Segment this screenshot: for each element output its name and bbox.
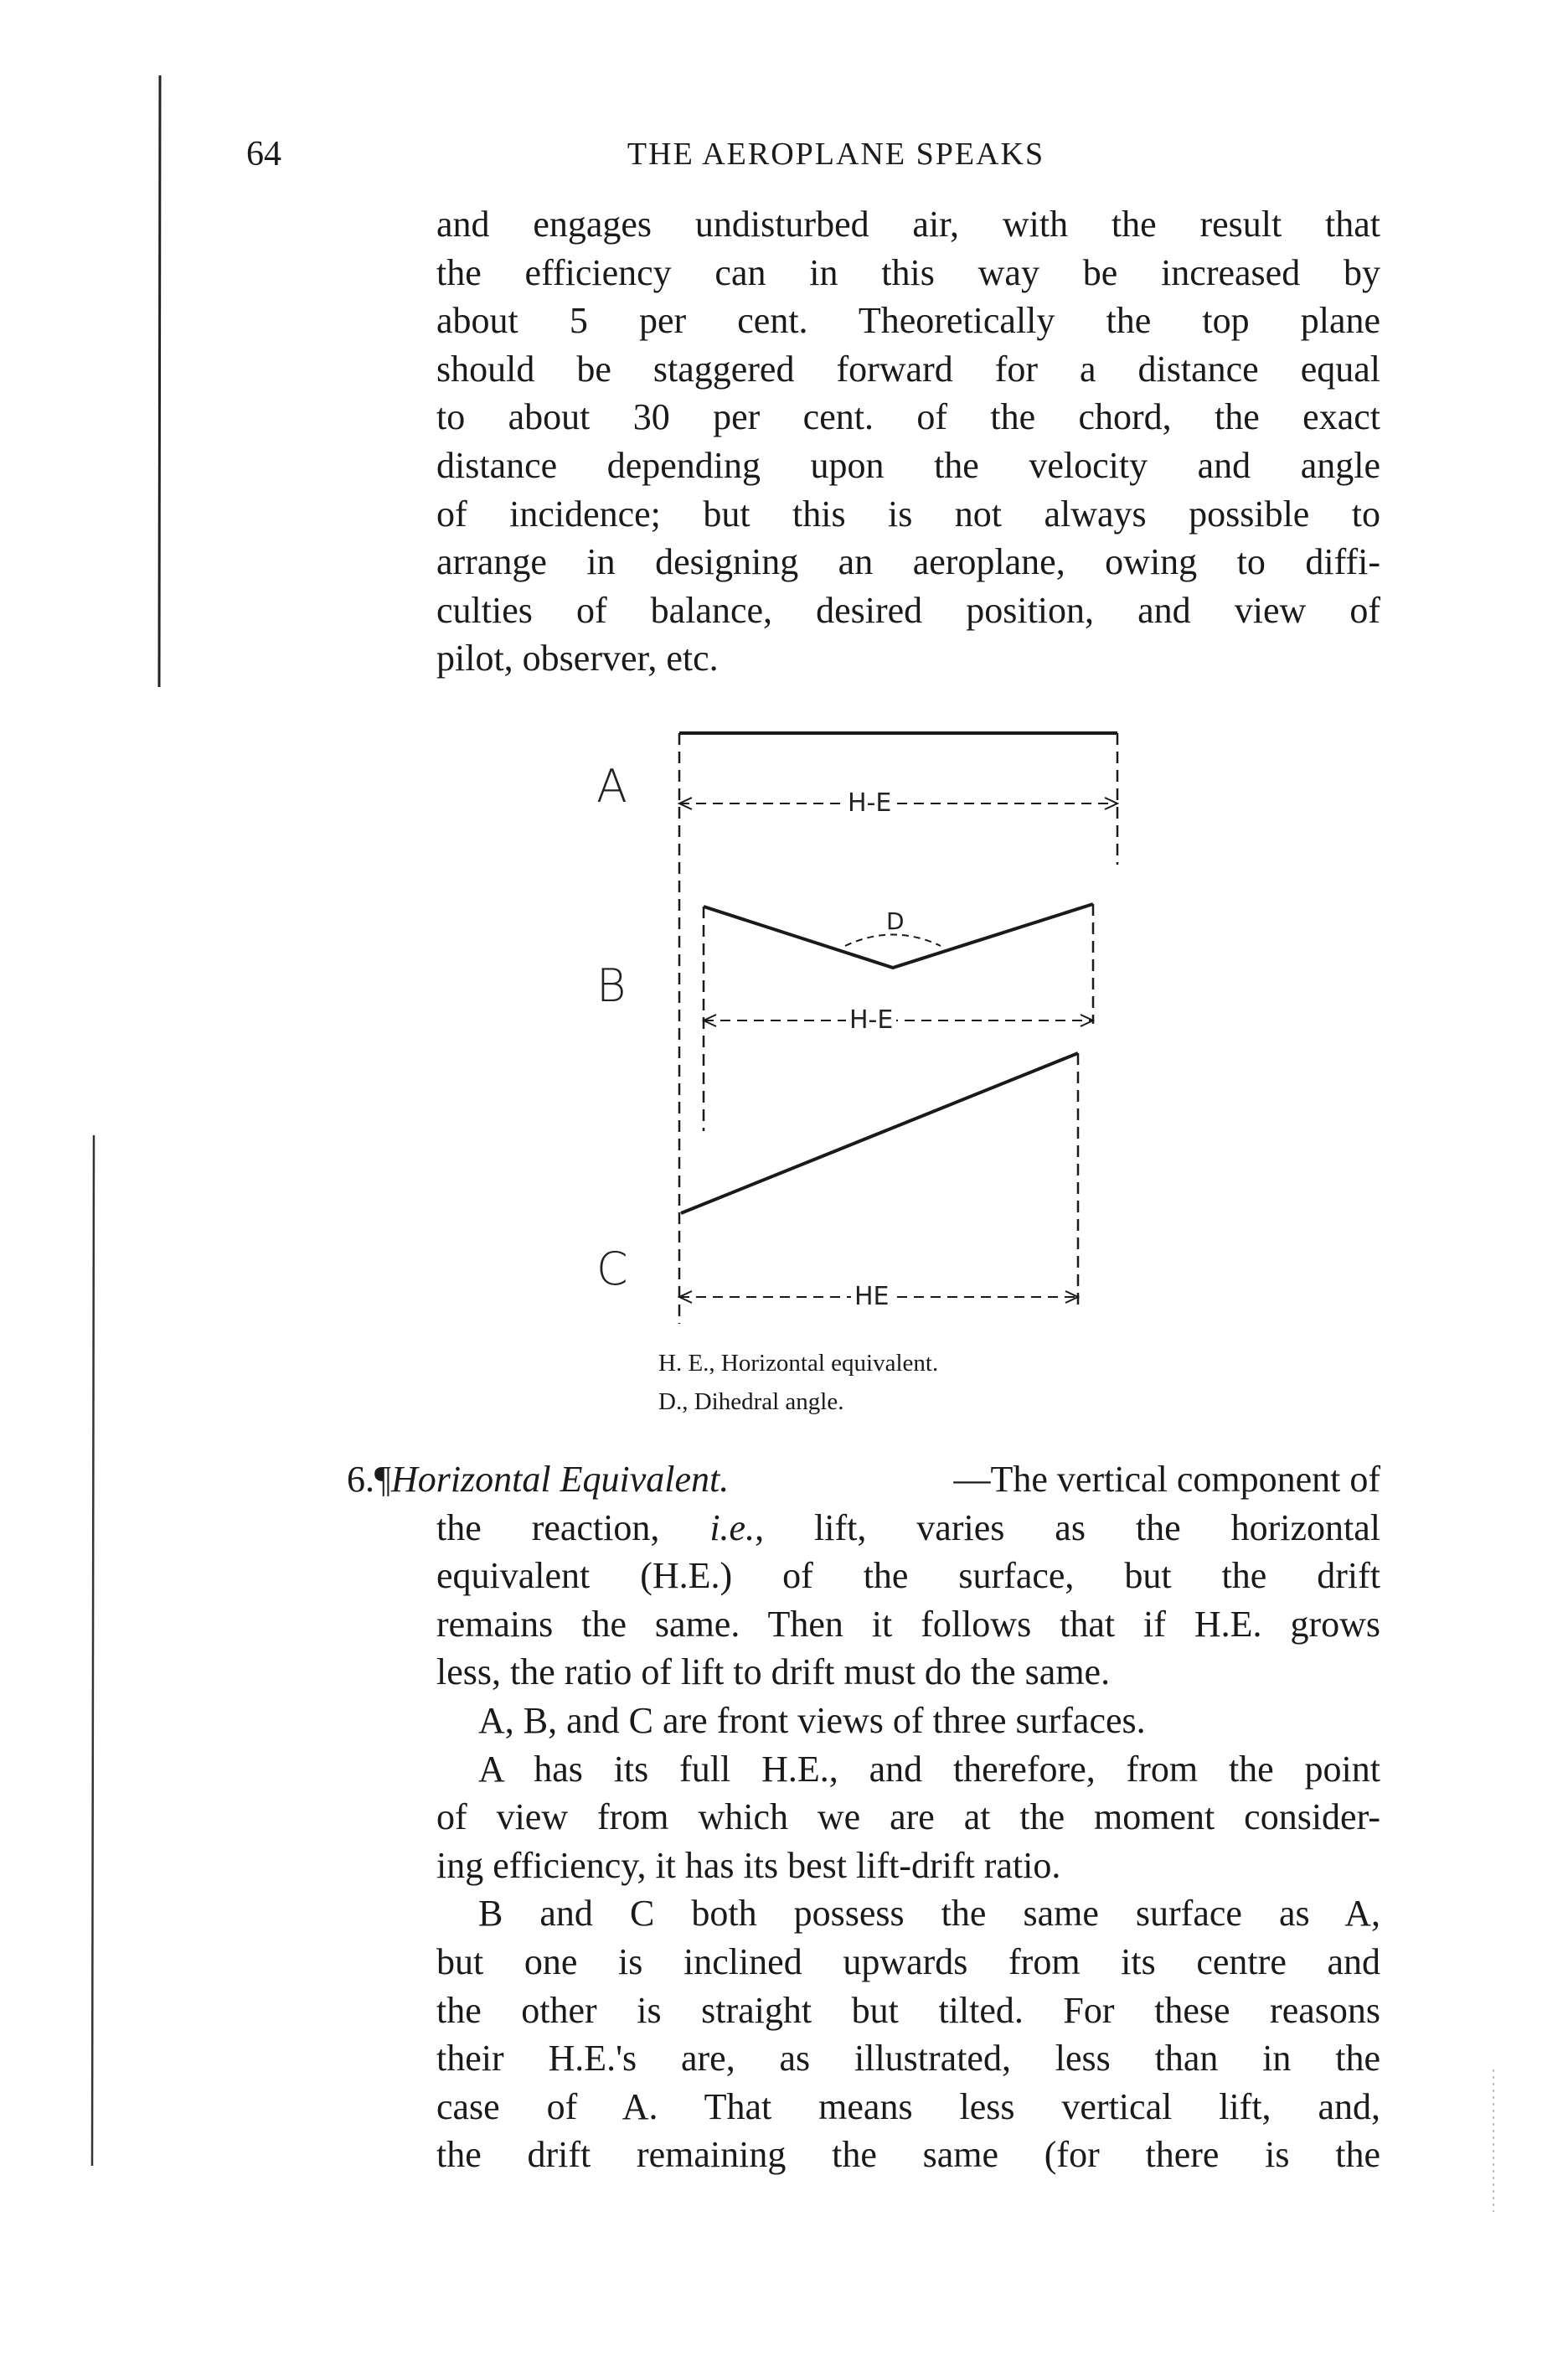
text-line: their H.E.'s are, as illustrated, less than in the [436, 2038, 1380, 2080]
text-line: distance depending upon the velocity and angle [436, 444, 1380, 486]
text-line: should be staggered forward for a distance equal [436, 348, 1380, 390]
text-line: equivalent (H.E.) of the surface, but the drift [436, 1555, 1380, 1597]
text-line: arrange in designing an aeroplane, owing to diffi- [436, 541, 1380, 583]
text-segment: —The vertical component of [953, 1459, 1380, 1500]
text-line: case of A. That means less vertical lift, and, [436, 2085, 1380, 2127]
figure-label-c: C [596, 1243, 628, 1295]
figure-caption-d: D., Dihedral angle. [658, 1388, 844, 1415]
text-line: remains the same. Then it follows that if H.E. grows [436, 1603, 1380, 1645]
text-line [436, 1504, 1380, 1553]
page-number: 64 [246, 135, 281, 173]
text-line: less, the ratio of lift to drift must do the same. [436, 1651, 1111, 1693]
section-heading-line [347, 1455, 1380, 1504]
text-segment: , lift, varies as the horizontal [755, 1506, 1380, 1548]
section-horizontal-equivalent [347, 1455, 1380, 2179]
text-line: and engages undisturbed air, with the result that [436, 204, 1380, 245]
text-line: A has its full H.E., and therefore, from the point [478, 1748, 1380, 1790]
text-line: about 5 per cent. Theoretically the top plane [436, 300, 1380, 342]
italic-segment: i.e. [709, 1506, 756, 1548]
text-line: but one is inclined upwards from its centre and [436, 1940, 1380, 1982]
running-title: THE AEROPLANE SPEAKS [627, 137, 1045, 172]
figure-caption-he: H. E., Horizontal equivalent. [658, 1350, 939, 1377]
text-line: B and C both possess the same surface as A, [478, 1893, 1380, 1935]
text-line: of incidence; but this is not always possible to [436, 493, 1380, 535]
text-segment: the reaction, [436, 1506, 710, 1548]
he-label-a: H-E [844, 791, 895, 816]
text-line: ing efficiency, it has its best lift-drift ratio. [436, 1844, 1061, 1886]
text-line: A, B, and C are front views of three surfaces. [478, 1699, 1146, 1741]
surface-c [681, 1053, 1078, 1213]
text-line: the efficiency can in this way be increased by [436, 251, 1380, 293]
text-line: culties of balance, desired position, and view of [436, 589, 1380, 631]
text-line: the drift remaining the same (for there is the [436, 2134, 1380, 2176]
dihedral-label-d: D [886, 907, 905, 935]
text-line: the other is straight but tilted. For these reasons [436, 1989, 1380, 2031]
section-number: 6.¶ [347, 1459, 391, 1500]
text-line: pilot, observer, etc. [436, 638, 719, 679]
text-line: of view from which we are at the moment consider- [436, 1796, 1380, 1838]
section-title: Horizontal Equivalent. [390, 1459, 730, 1500]
dihedral-angle-arc [845, 935, 941, 947]
figure-label-a: A [596, 760, 627, 813]
figure-label-b: B [596, 959, 627, 1012]
he-label-b: H-E [846, 1008, 896, 1033]
text-line: to about 30 per cent. of the chord, the exact [436, 396, 1380, 438]
he-label-c: HE [851, 1284, 893, 1310]
